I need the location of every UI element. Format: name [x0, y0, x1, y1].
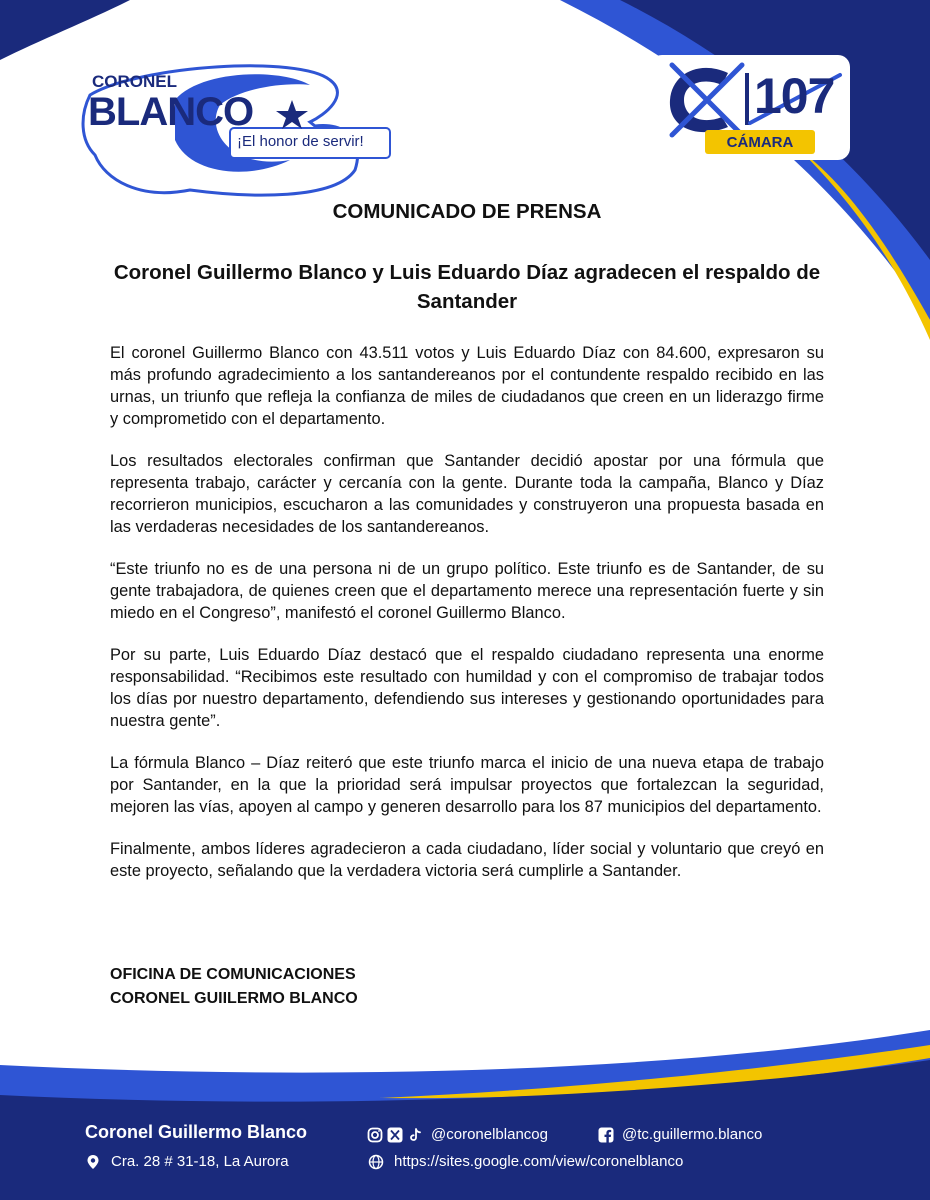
signature-block — [110, 963, 358, 1011]
paragraph: Finalmente, ambos líderes agradecieron a cada ciudadano, líder social y voluntario que creyó en este proyecto, señalando que la verdadera victoria será cumplirle a Santander. — [110, 840, 824, 880]
document-body — [110, 342, 824, 882]
document-headline: Coronel Guillermo Blanco y Luis Eduardo Díaz agradecen el respaldo de Santander — [113, 261, 821, 313]
signature-line-name: CORONEL GUIILERMO BLANCO — [110, 990, 358, 1007]
document-kicker: COMUNICADO DE PRENSA — [332, 200, 602, 223]
badge-divider — [745, 73, 749, 125]
logo-slogan: ¡El honor de servir! — [237, 133, 364, 150]
footer-website[interactable]: https://sites.google.com/view/coronelblanco — [394, 1153, 684, 1170]
press-release — [110, 200, 824, 902]
location-pin-icon — [85, 1154, 101, 1170]
paragraph: Por su parte, Luis Eduardo Díaz destacó que el respaldo ciudadano representa una enorme responsabilidad. “Recibimos este resultado con humildad y con el compromiso de trabajar todos los días por nuestro departamento, defendiendo sus intereses y gestionando oportunidades para nuestra gente”. — [110, 646, 824, 730]
instagram-icon[interactable] — [367, 1127, 383, 1143]
footer-facebook-handle[interactable]: @tc.guillermo.blanco — [622, 1126, 763, 1143]
logo-main-word: BLANCO — [88, 90, 254, 134]
facebook-icon[interactable] — [598, 1127, 614, 1143]
footer-social-row — [367, 1126, 548, 1143]
campaign-logo — [80, 60, 410, 210]
footer-facebook-row — [598, 1126, 762, 1143]
signature-line-office: OFICINA DE COMUNICACIONES — [110, 966, 356, 983]
header-corner-navy — [0, 0, 130, 60]
footer-address-row — [85, 1153, 289, 1170]
logo-top-word: CORONEL — [92, 72, 177, 91]
paragraph: Los resultados electorales confirman que Santander decidió apostar por una fórmula que representa trabajo, carácter y cercanía con la gente. Durante toda la campaña, Blanco y Díaz recorrieron municipios, escucharon a las comunidades y construyeron una propuesta basada en las verdaderas necesidades de los santandereanos. — [110, 452, 824, 536]
tiktok-icon[interactable] — [407, 1127, 423, 1143]
footer-website-row — [368, 1153, 683, 1170]
paragraph: El coronel Guillermo Blanco con 43.511 votos y Luis Eduardo Díaz con 84.600, expresaron su más profundo agradecimiento a los santandereanos por el contundente respaldo recibido en las urnas, un triunfo que refleja la confianza de miles de ciudadanos que creen en un liderazgo firme y comprometido con el departamento. — [110, 344, 824, 428]
badge-label: CÁMARA — [726, 134, 794, 151]
paragraph: “Este triunfo no es de una persona ni de un grupo político. Este triunfo es de Santander, de su gente trabajadora, de quienes creen que el departamento merece una representación fuerte y sin miedo en el Congreso”, manifestó el coronel Guillermo Blanco. — [110, 560, 824, 622]
ballot-badge — [650, 55, 850, 160]
footer-social-handle[interactable]: @coronelblancog — [431, 1126, 548, 1143]
badge-number: 107 — [754, 68, 835, 124]
footer-name: Coronel Guillermo Blanco — [85, 1122, 308, 1142]
globe-icon — [368, 1154, 384, 1170]
x-icon[interactable] — [387, 1127, 403, 1143]
footer-address: Cra. 28 # 31-18, La Aurora — [111, 1153, 289, 1170]
paragraph: La fórmula Blanco – Díaz reiteró que este triunfo marca el inicio de una nueva etapa de trabajo por Santander, en la que la prioridad será impulsar proyectos que fortalezcan la seguridad, mejoren las vías, apoyen al campo y generen desarrollo para los 87 municipios del departamento. — [110, 754, 824, 816]
